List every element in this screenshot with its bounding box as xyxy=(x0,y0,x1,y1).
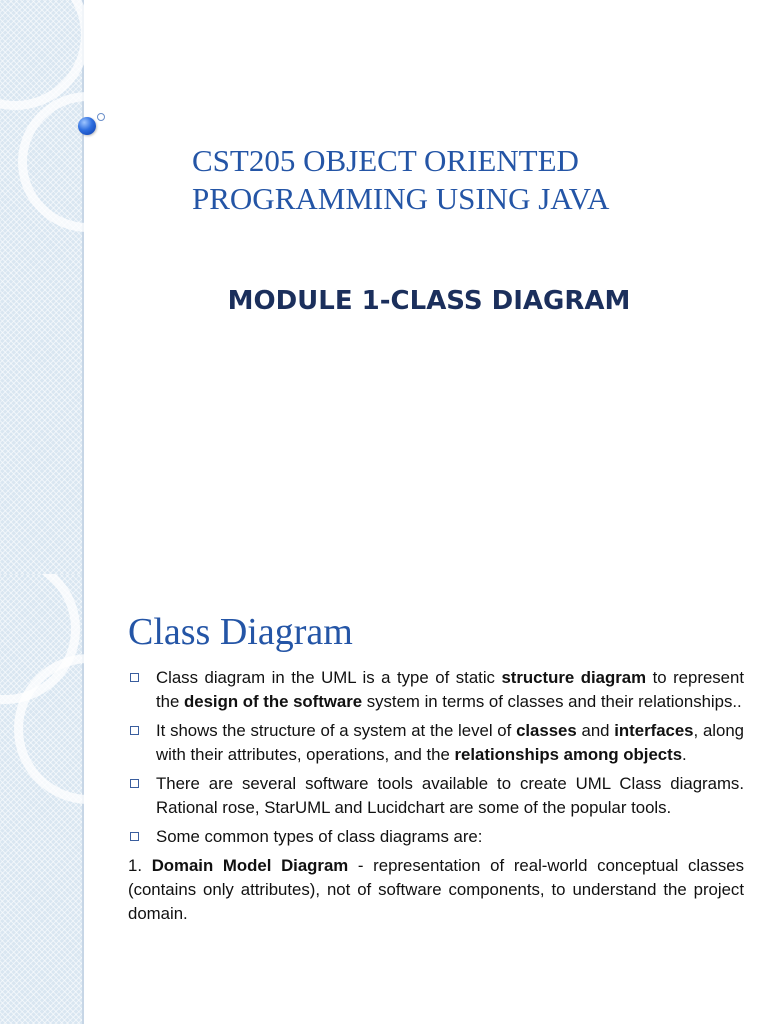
text-run: . xyxy=(682,745,687,764)
square-bullet-icon xyxy=(130,779,139,788)
square-bullet-icon xyxy=(130,673,139,682)
slide-title: Class Diagram xyxy=(128,611,353,653)
text-run: It shows the structure of a system at the level of xyxy=(156,721,517,740)
bullet-text xyxy=(156,668,744,711)
text-run: - representation of real-world conceptual classes (contains only attributes), not of software components, to understand the project domain. xyxy=(128,856,744,923)
slide-body xyxy=(128,666,744,926)
bullet-item xyxy=(128,772,744,820)
decorative-blue-ball-icon xyxy=(78,117,96,135)
numbered-item-text xyxy=(128,856,744,923)
slide-subtitle: MODULE 1-CLASS DIAGRAM xyxy=(227,286,631,316)
text-run: and xyxy=(576,721,615,740)
slide-title-line-2: PROGRAMMING USING JAVA xyxy=(192,181,610,216)
bold-text-run: classes xyxy=(516,721,577,740)
text-run: Class diagram in the UML is a type of static xyxy=(156,668,502,687)
text-run: , along with their attributes, operations, and the xyxy=(156,721,745,764)
bullet-item xyxy=(128,825,744,849)
bold-text-run: structure diagram xyxy=(501,668,647,687)
slide-title-line-1: CST205 OBJECT ORIENTED xyxy=(192,143,579,178)
decorative-ring xyxy=(18,92,158,232)
numbered-item xyxy=(128,854,744,926)
bold-text-run: design of the software xyxy=(184,692,363,711)
bold-text-run: Domain Model Diagram xyxy=(151,856,349,875)
bold-text-run: relationships among objects xyxy=(454,745,683,764)
square-bullet-icon xyxy=(130,832,139,841)
text-run: system in terms of classes and their relationships.. xyxy=(362,692,742,711)
bold-text-run: interfaces xyxy=(614,721,694,740)
text-run: Some common types of class diagrams are: xyxy=(156,827,483,846)
text-run: 1. xyxy=(128,856,152,875)
text-run: to represent the xyxy=(156,668,744,711)
bullet-text xyxy=(156,721,744,764)
square-bullet-icon xyxy=(130,726,139,735)
bullet-text xyxy=(156,774,744,817)
bullet-item xyxy=(128,666,744,714)
content-slide xyxy=(0,574,768,1024)
text-run: There are several software tools available to create UML Class diagrams. Rational rose, StarUML and Lucidchart are some of the popular tools. xyxy=(156,774,744,817)
bullet-text xyxy=(156,827,482,846)
slide-title xyxy=(192,142,752,218)
bullet-item xyxy=(128,719,744,767)
decorative-small-circle-icon xyxy=(97,113,105,121)
